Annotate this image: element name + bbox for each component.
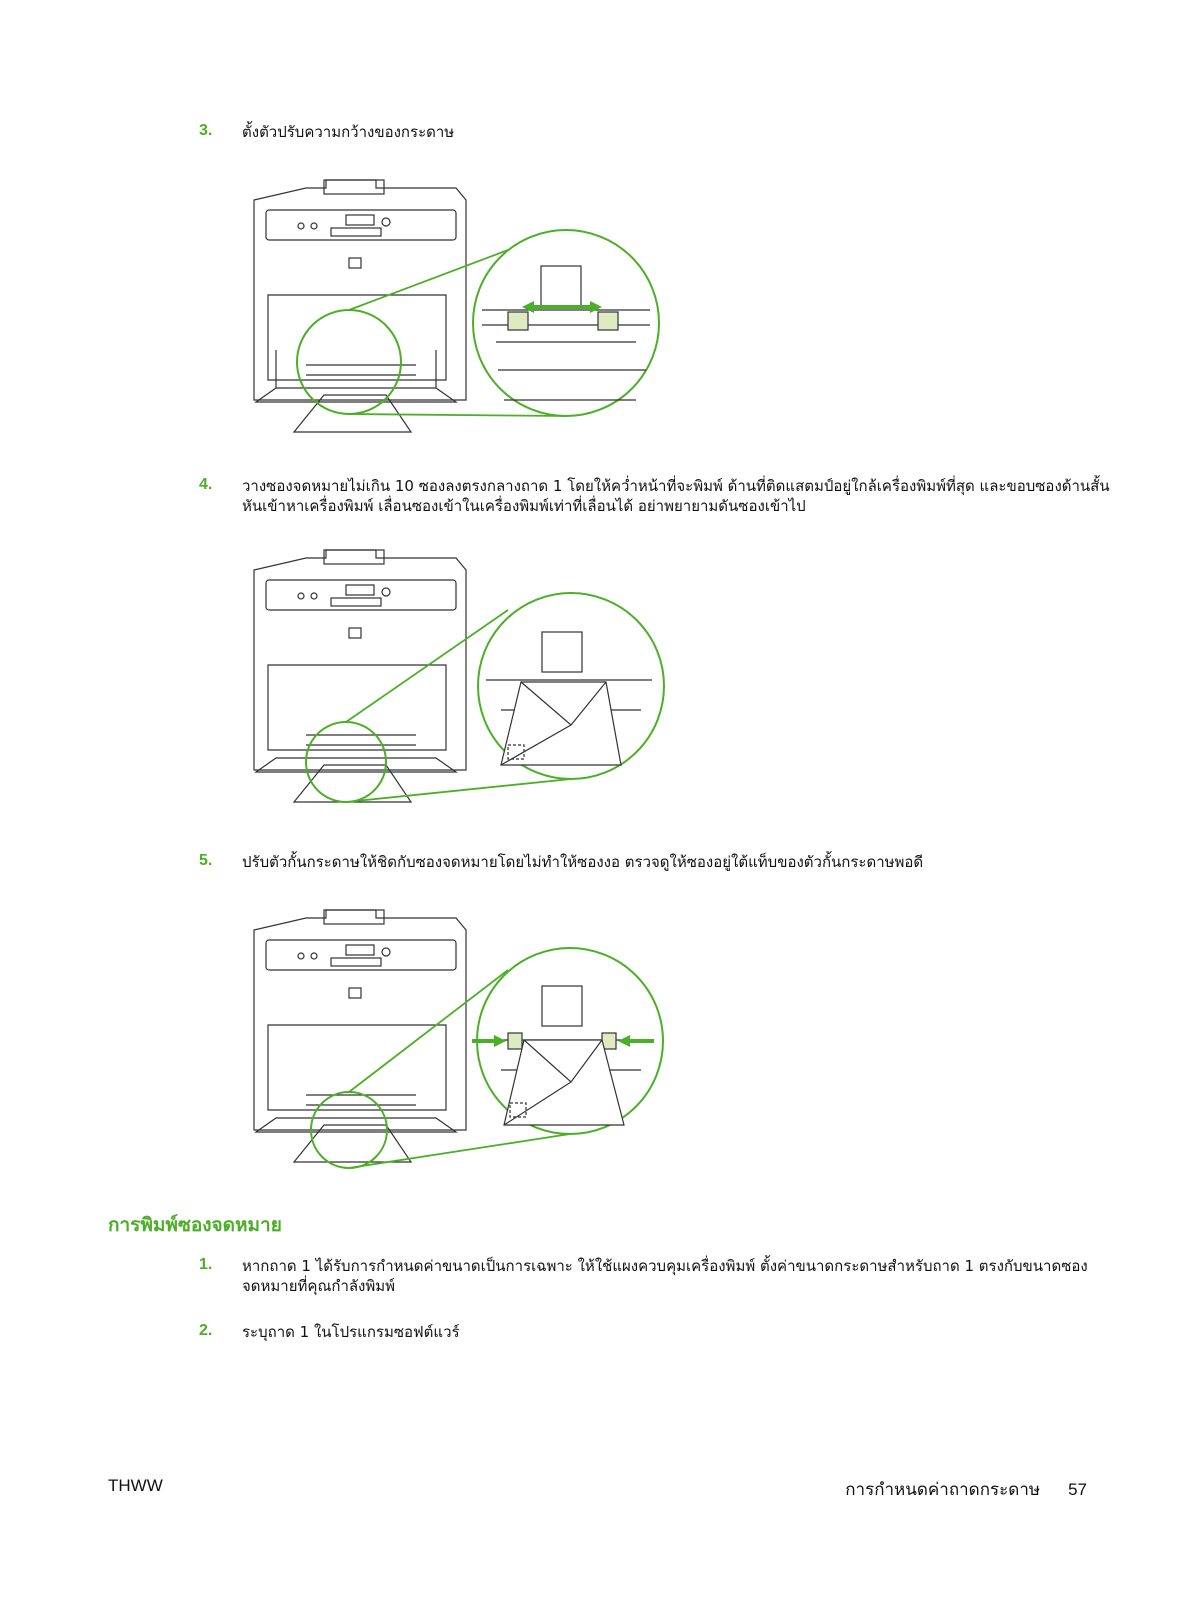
step-number: 1. [199,1256,213,1273]
footer-section-title: การกำหนดค่าถาดกระดาษ [845,1480,1041,1500]
step-number: 5. [199,852,213,869]
printer-figure-load-envelope [246,540,666,810]
step-number: 2. [199,1322,213,1339]
step-text: ปรับตัวกั้นกระดาษให้ชิดกับซองจดหมายโดยไม่ทำให้ซองงอ ตรวจดูให้ซองอยู่ใต้แท็บของตัวกั้นกระดาษพอดี [242,853,924,871]
page-number: 57 [1068,1480,1087,1499]
step-text: ตั้งตัวปรับความกว้างของกระดาษ [242,123,455,141]
step-number: 4. [199,476,213,493]
step-number: 3. [199,122,213,139]
footer-brand: THWW [108,1476,163,1495]
printer-figure-adjust-guides [246,900,666,1170]
section-heading: การพิมพ์ซองจดหมาย [108,1214,282,1236]
step-text: หากถาด 1 ได้รับการกำหนดค่าขนาดเป็นการเฉพาะ ให้ใช้แผงควบคุมเครื่องพิมพ์ ตั้งค่าขนาดกระดาษสำหรับถาด 1 ตรงกับขนาดซองจดหมายที่คุณกำลังพิมพ์ [242,1257,1088,1295]
printer-figure-width-guide [246,170,666,440]
step-text: วางซองจดหมายไม่เกิน 10 ซองลงตรงกลางถาด 1 โดยให้คว่ำหน้าที่จะพิมพ์ ด้านที่ติดแสตมป์อยู่ใกล้เครื่องพิมพ์ที่สุด และขอบซองด้านสั้นหันเข้าหาเครื่องพิมพ์ เลื่อนซองเข้าในเครื่องพิมพ์เท่าที่เลื่อนได้ อย่าพยายามดันซองเข้าไป [242,477,1110,515]
footer-section [845,1476,1087,1503]
step-text: ระบุถาด 1 ในโปรแกรมซอฟต์แวร์ [242,1323,460,1341]
